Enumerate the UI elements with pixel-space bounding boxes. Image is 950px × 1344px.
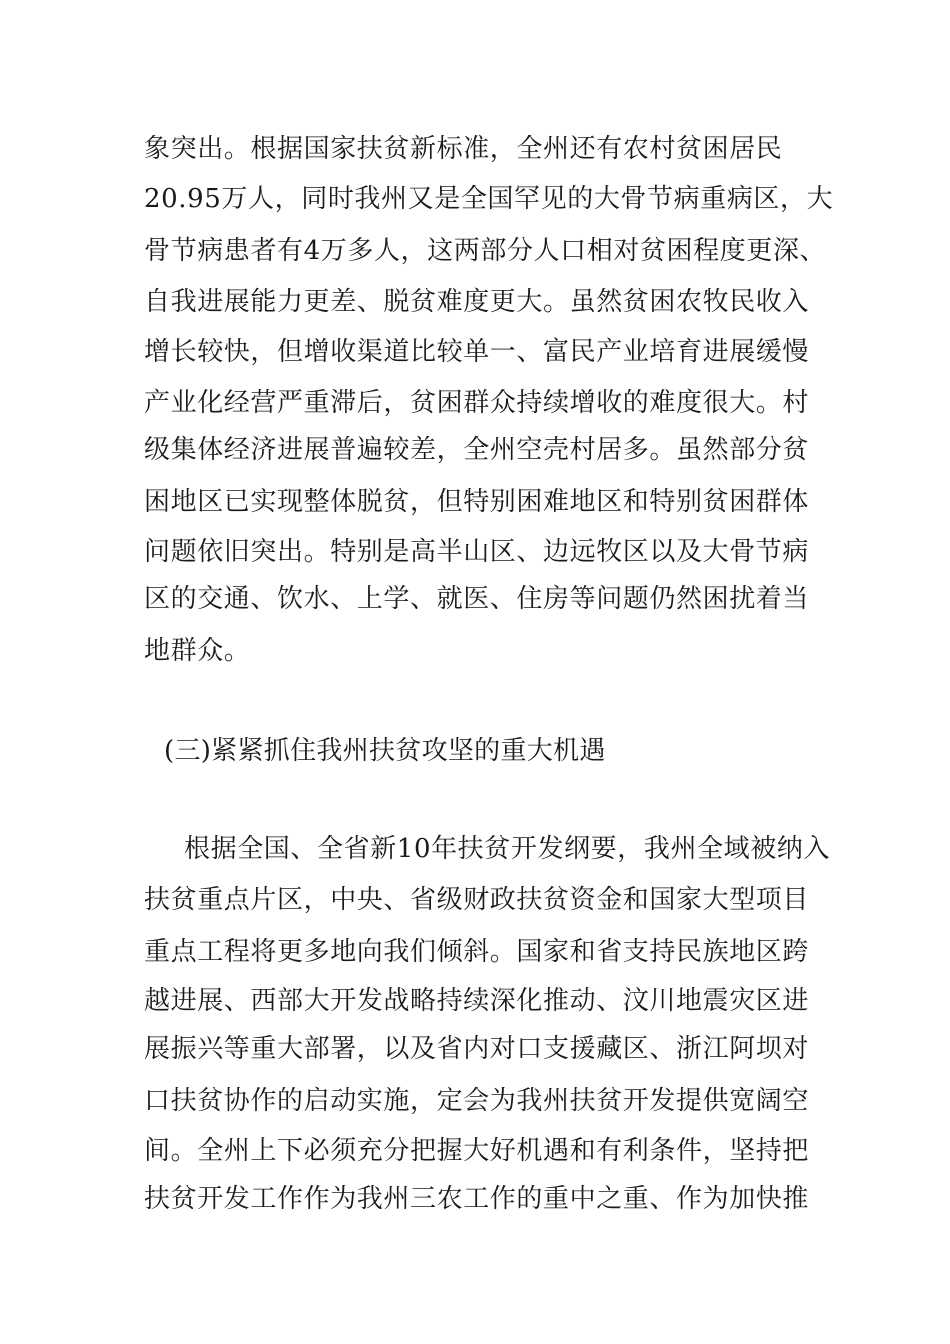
text-line: 象突出。根据国家扶贫新标准，全州还有农村贫困居民 xyxy=(144,134,783,164)
text-line: 困地区已实现整体脱贫，但特别困难地区和特别贫困群体 xyxy=(144,487,810,517)
text-line: 越进展、西部大开发战略持续深化推动、汶川地震灾区进 xyxy=(144,986,810,1016)
text-line: 扶贫重点片区，中央、省级财政扶贫资金和国家大型项目 xyxy=(144,885,810,915)
text-line: 级集体经济进展普遍较差，全州空壳村居多。虽然部分贫 xyxy=(144,435,810,465)
text-line: 扶贫开发工作作为我州三农工作的重中之重、作为加快推 xyxy=(144,1184,810,1214)
text-line: 自我进展能力更差、脱贫难度更大。虽然贫困农牧民收入 xyxy=(144,287,810,317)
text-line: 增长较快，但增收渠道比较单一、富民产业培育进展缓慢 xyxy=(144,337,810,367)
text-line: 骨节病患者有4万多人，这两部分人口相对贫困程度更深、 xyxy=(144,236,827,266)
text-line: 产业化经营严重滞后，贫困群众持续增收的难度很大。村 xyxy=(144,388,810,418)
text-line: 根据全国、全省新10年扶贫开发纲要，我州全域被纳入 xyxy=(184,834,831,864)
text-line: 重点工程将更多地向我们倾斜。国家和省支持民族地区跨 xyxy=(144,937,810,967)
text-line: 区的交通、饮水、上学、就医、住房等问题仍然困扰着当 xyxy=(144,584,810,614)
text-line: 口扶贫协作的启动实施，定会为我州扶贫开发提供宽阔空 xyxy=(144,1086,810,1116)
text-line: 间。全州上下必须充分把握大好机遇和有利条件，坚持把 xyxy=(144,1136,810,1166)
text-line: 展振兴等重大部署，以及省内对口支援藏区、浙江阿坝对 xyxy=(144,1034,810,1064)
text-line: 20.95万人，同时我州又是全国罕见的大骨节病重病区，大 xyxy=(144,184,834,214)
section-heading: (三)紧紧抓住我州扶贫攻坚的重大机遇 xyxy=(164,736,606,766)
text-line: 问题依旧突出。特别是高半山区、边远牧区以及大骨节病 xyxy=(144,537,810,567)
text-line: 地群众。 xyxy=(144,636,251,666)
